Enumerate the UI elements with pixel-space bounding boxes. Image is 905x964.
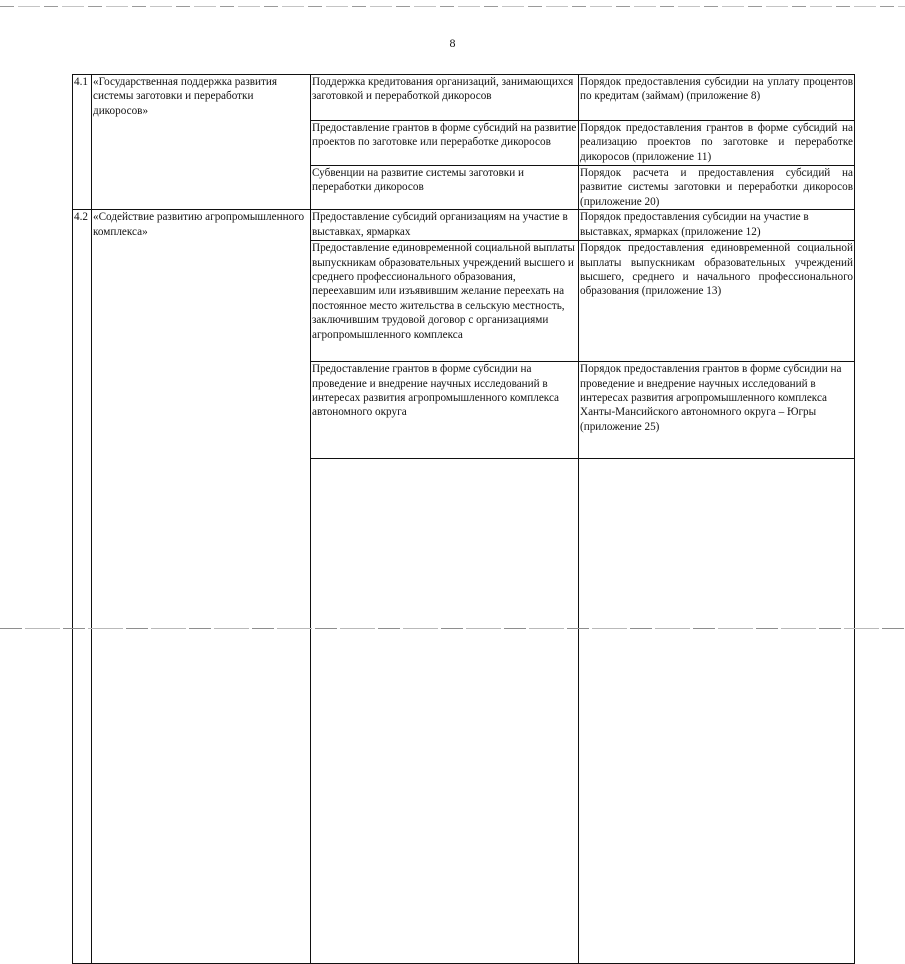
measure-cell: Предоставление грантов в форме субсидии на проведение и внедрение научных исследований в интересах развития агропромышленного комплекса автономного округа	[311, 362, 579, 459]
subprogram-title: «Государственная поддержка развития системы заготовки и переработки дикоросов»	[92, 75, 311, 210]
order-cell: Порядок предоставления грантов в форме субсидии на проведение и внедрение научных исследований в интересах развития агропромышленного комплекса Ханты-Мансийского автономного округа – Югры (приложение 25)	[579, 362, 855, 459]
table-row	[73, 75, 855, 121]
order-cell: Порядок предоставления грантов в форме субсидий на реализацию проектов по заготовке и переработке дикоросов (приложение 11)	[579, 121, 855, 166]
scan-top-edge	[0, 6, 905, 7]
measure-cell: Предоставление грантов в форме субсидий на развитие проектов по заготовке или переработке дикоросов	[311, 121, 579, 166]
measure-cell: Поддержка кредитования организаций, занимающихся заготовкой и переработкой дикоросов	[311, 75, 579, 121]
program-table	[72, 74, 855, 964]
order-cell: Порядок предоставления субсидии на участие в выставках, ярмарках (приложение 12)	[579, 210, 855, 241]
measure-cell: Предоставление единовременной социальной выплаты выпускникам образовательных учреждений высшего и среднего профессионального образования, переехавшим или изъявившим желание переехать на постоянное место жительства в сельскую местность, заключившим трудовой договор с организациями агропромышленного комплекса	[311, 241, 579, 362]
table-row	[73, 210, 855, 241]
order-cell: Порядок расчета и предоставления субсидий на развитие системы заготовки и переработки дикоросов (приложение 20)	[580, 167, 853, 208]
order-cell: Порядок предоставления субсидии на уплату процентов по кредитам (займам) (приложение 8)	[579, 75, 855, 121]
row-number-empty	[311, 459, 579, 964]
row-number: 4.2	[73, 210, 92, 964]
row-number: 4.1	[73, 75, 92, 210]
page-number: 8	[449, 36, 456, 50]
subprogram-title-empty	[579, 459, 855, 964]
scan-bottom-edge	[0, 628, 905, 629]
measure-cell: Предоставление субсидий организациям на участие в выставках, ярмарках	[311, 210, 579, 241]
subprogram-title: «Содействие развитию агропромышленного комплекса»	[92, 210, 311, 964]
measure-cell: Субвенции на развитие системы заготовки и переработки дикоросов	[311, 166, 579, 210]
order-cell: Порядок предоставления единовременной социальной выплаты выпускникам образовательных учреждений высшего, среднего и начального профессионального образования (приложение 13)	[579, 241, 855, 362]
